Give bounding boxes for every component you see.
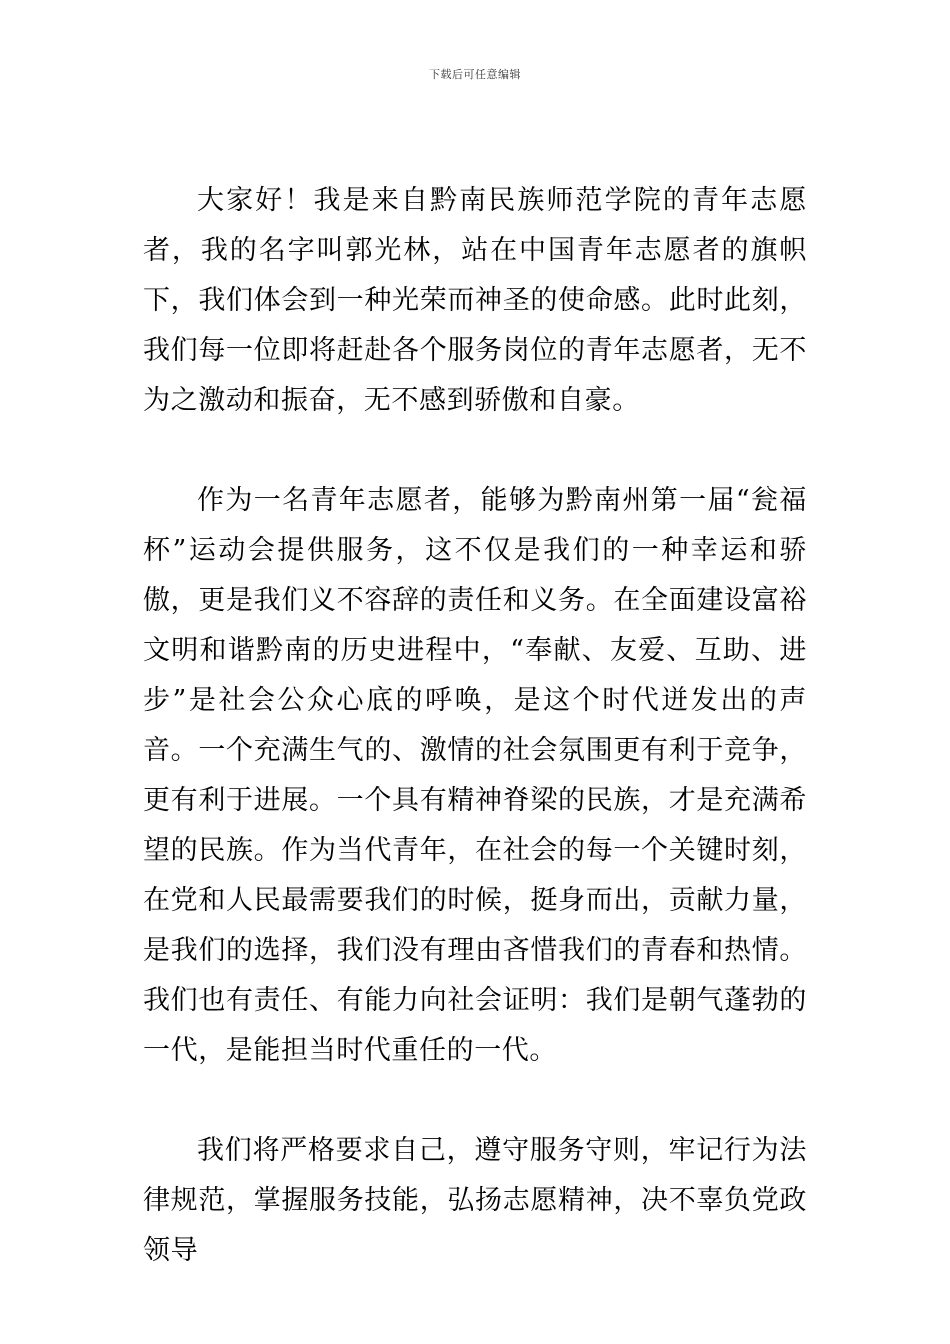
paragraph-1: 大家好！我是来自黔南民族师范学院的青年志愿者，我的名字叫郭光林，站在中国青年志愿者的旗帜下，我们体会到一种光荣而神圣的使命感。此时此刻，我们每一位即将赶赴各个服务岗位的青年志愿者，无不为之激动和振奋，无不感到骄傲和自豪。	[143, 185, 807, 416]
document-body	[143, 176, 807, 1276]
paragraph-3: 我们将严格要求自己，遵守服务守则，牢记行为法律规范，掌握服务技能，弘扬志愿精神，决不辜负党政领导	[143, 1135, 807, 1266]
header-note: 下载后可任意编辑	[429, 68, 521, 81]
paragraph-2: 作为一名青年志愿者，能够为黔南州第一届“瓮福杯”运动会提供服务，这不仅是我们的一种幸运和骄傲，更是我们义不容辞的责任和义务。在全面建设富裕文明和谐黔南的历史进程中，“奉献、友爱、互助、进步”是社会公众心底的呼唤，是这个时代迸发出的声音。一个充满生气的、激情的社会氛围更有利于竞争，更有利于进展。一个具有精神脊梁的民族，才是充满希望的民族。作为当代青年，在社会的每一个关键时刻，在党和人民最需要我们的时候，挺身而出，贡献力量，是我们的选择，我们没有理由吝惜我们的青春和热情。我们也有责任、有能力向社会证明：我们是朝气蓬勃的一代，是能担当时代重任的一代。	[143, 485, 807, 1066]
